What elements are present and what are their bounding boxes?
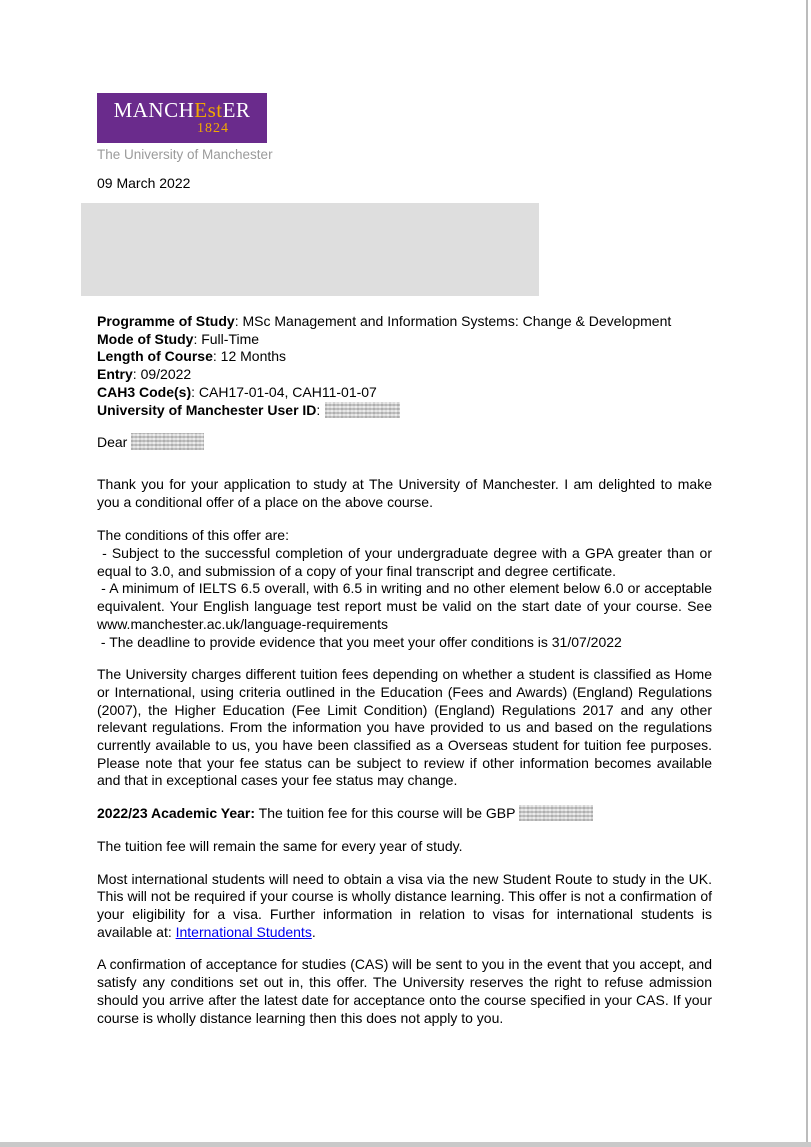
detail-mode-of-study [97, 331, 712, 349]
detail-value: : 12 Months [212, 348, 287, 365]
salutation-line [97, 433, 712, 452]
logo-wordmark [97, 100, 267, 121]
programme-details [97, 313, 712, 419]
detail-label: CAH3 Code(s) [97, 383, 192, 400]
paragraph-visa [97, 871, 712, 942]
conditions-intro: The conditions of this offer are: [97, 527, 289, 544]
university-of-manchester-logo [97, 93, 267, 143]
paragraph-tuition-same: The tuition fee will remain the same for every year of study. [97, 837, 463, 854]
logo-wordmark-est: Est [194, 98, 223, 122]
detail-cah3-codes [97, 384, 712, 402]
address-redaction-block [81, 203, 539, 296]
detail-label: Length of Course [97, 348, 213, 365]
detail-value: : Full-Time [193, 330, 260, 347]
logo-year-1824: 1824 [197, 121, 229, 136]
detail-value: : CAH17-01-04, CAH11-01-07 [191, 383, 377, 400]
visa-text-end: . [311, 923, 316, 940]
letter-body [97, 313, 716, 1027]
page-right-edge [806, 0, 808, 1147]
academic-year-line [97, 805, 712, 823]
detail-length-of-course [97, 348, 712, 366]
detail-label: Mode of Study [97, 330, 194, 347]
academic-year-label: 2022/23 Academic Year: [97, 805, 256, 822]
detail-user-id [97, 402, 712, 420]
logo-subtitle: The University of Manchester [97, 147, 273, 162]
detail-label: Programme of Study [97, 313, 235, 329]
detail-entry [97, 366, 712, 384]
page-bottom-edge [0, 1142, 811, 1147]
paragraph-cas: A confirmation of acceptance for studies (CAS) will be sent to you in the event that you accept, and satisfy any conditions set out in, this offer. The University reserves the right to refuse admission should you arrive after the latest date for acceptance onto the course specified in your CAS. If your course is wholly distance learning then this does not apply to you. [97, 956, 712, 1026]
recipient-name-redaction [131, 433, 204, 450]
detail-label: Entry [97, 366, 133, 383]
logo-wordmark-er: ER [222, 98, 251, 122]
international-students-link[interactable]: International Students [175, 923, 312, 940]
user-id-redaction [325, 402, 400, 418]
paragraph-fee-status: The University charges different tuition fees depending on whether a student is classified as Home or International, using criteria outlined in the Education (Fees and Awards) (England) Regulations (2007), the Higher Education (Fee Limit Condition) (England) Regulations 2017 and any other relevant regulations. From the information you have provided to us and based on the regulations currently available to us, you have been classified as a Overseas student for tuition fee purposes. Please note that your fee status can be subject to review if other information becomes available and that in exceptional cases your fee status may change. [97, 666, 712, 789]
condition-item: - The deadline to provide evidence that you meet your offer conditions is 31/07/2022 [97, 633, 622, 650]
letter-date: 09 March 2022 [97, 175, 191, 191]
detail-programme-of-study [97, 313, 712, 331]
academic-year-text: The tuition fee for this course will be GBP [255, 805, 516, 822]
conditions-section [97, 527, 716, 651]
tuition-fee-redaction [519, 805, 593, 821]
visa-text: Most international students will need to obtain a visa via the new Student Route to study in the UK. This will not be required if your course is wholly distance learning. This offer is not a confirmation of your eligibility for a visa. Further information in relation to visas for international students is available at: [97, 870, 712, 940]
detail-label: University of Manchester User ID [97, 401, 317, 418]
logo-wordmark-manch: MANCH [113, 98, 195, 122]
detail-value: : MSc Management and Information Systems: Change & Development [234, 313, 672, 329]
condition-item: - A minimum of IELTS 6.5 overall, with 6.5 in writing and no other element below 6.0 or acceptable equivalent. Your English language test report must be valid on the start date of your course. See www.manchester.ac.uk/language-requirements [97, 580, 716, 632]
detail-value: : 09/2022 [132, 366, 192, 383]
paragraph-thanks: Thank you for your application to study at The University of Manchester. I am delighted to make you a conditional offer of a place on the above course. [97, 475, 712, 510]
detail-value: : [316, 401, 321, 418]
salutation-label: Dear [97, 434, 128, 451]
condition-item: - Subject to the successful completion of your undergraduate degree with a GPA greater than or equal to 3.0, and submission of a copy of your final transcript and degree certificate. [97, 545, 716, 579]
